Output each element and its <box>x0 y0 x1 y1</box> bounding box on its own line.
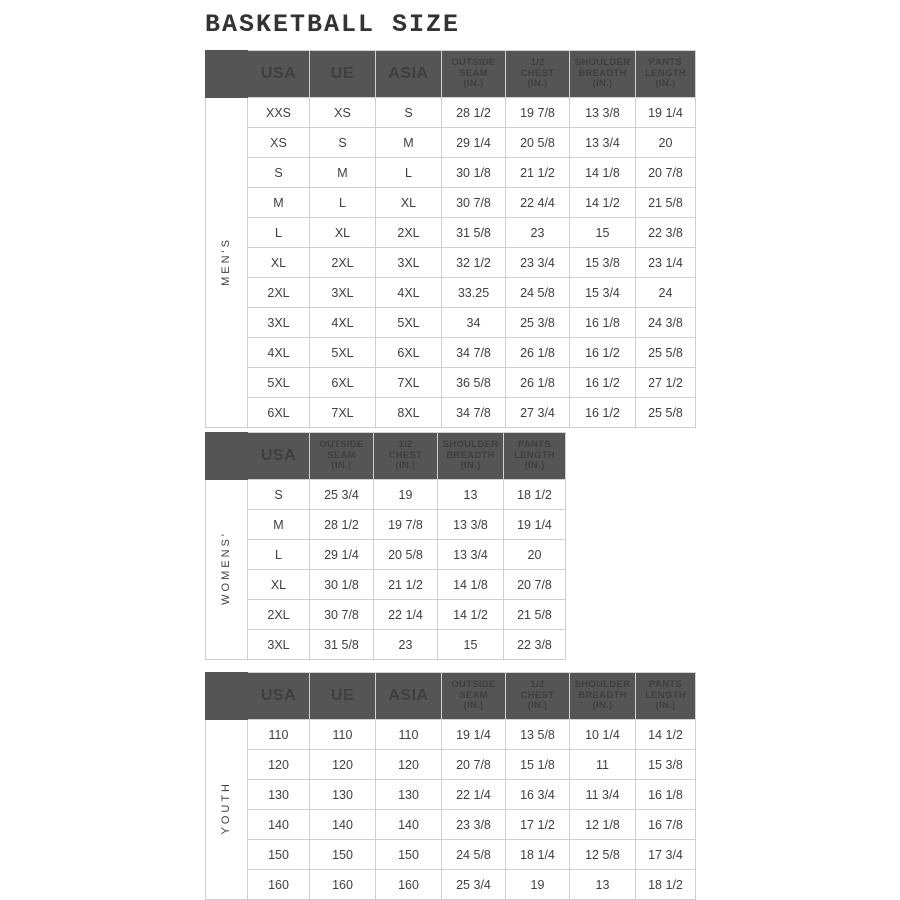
table-cell: 30 1/8 <box>442 158 506 188</box>
table-cell: 16 1/2 <box>570 338 636 368</box>
table-cell: 2XL <box>248 600 310 630</box>
table-cell: 10 1/4 <box>570 720 636 750</box>
mens-header-cell-3: ASIA <box>376 51 442 98</box>
table-cell: 18 1/2 <box>636 870 696 900</box>
table-cell: 150 <box>376 840 442 870</box>
table-cell: 6XL <box>310 368 376 398</box>
table-cell: 27 1/2 <box>636 368 696 398</box>
table-cell: 24 3/8 <box>636 308 696 338</box>
table-cell: 15 3/8 <box>570 248 636 278</box>
table-cell: 4XL <box>376 278 442 308</box>
table-cell: S <box>248 480 310 510</box>
table-cell: 5XL <box>248 368 310 398</box>
table-cell: 19 <box>506 870 570 900</box>
table-cell: 30 7/8 <box>310 600 374 630</box>
youth-header-cell-1: USA <box>248 673 310 720</box>
table-cell: L <box>248 540 310 570</box>
table-cell: 24 <box>636 278 696 308</box>
table-cell: 17 1/2 <box>506 810 570 840</box>
table-cell: 110 <box>248 720 310 750</box>
table-row <box>206 600 566 630</box>
table-cell: 13 <box>570 870 636 900</box>
table-cell: S <box>248 158 310 188</box>
table-cell: 4XL <box>310 308 376 338</box>
table-cell: 140 <box>376 810 442 840</box>
table-cell: 12 1/8 <box>570 810 636 840</box>
table-row <box>206 338 696 368</box>
womens-size-table <box>205 432 566 660</box>
youth-size-table <box>205 672 696 900</box>
table-cell: 25 3/4 <box>442 870 506 900</box>
womens-header-cell-4: SHOULDER BREADTH (IN.) <box>438 433 504 480</box>
table-cell: 22 3/8 <box>636 218 696 248</box>
table-cell: 19 1/4 <box>636 98 696 128</box>
table-cell: 130 <box>376 780 442 810</box>
table-cell: 3XL <box>248 308 310 338</box>
table-cell: 13 3/4 <box>438 540 504 570</box>
table-cell: 23 3/4 <box>506 248 570 278</box>
table-row <box>206 128 696 158</box>
youth-header-cell-0 <box>206 673 248 720</box>
table-cell: M <box>248 188 310 218</box>
youth-header-cell-7: PANTS LENGTH (IN.) <box>636 673 696 720</box>
table-cell: 140 <box>248 810 310 840</box>
table-cell: 14 1/2 <box>438 600 504 630</box>
table-cell: 23 1/4 <box>636 248 696 278</box>
table-cell: 120 <box>376 750 442 780</box>
table-cell: 15 <box>570 218 636 248</box>
mens-header-cell-7: PANTS LENGTH (IN.) <box>636 51 696 98</box>
mens-header-cell-4: OUTSIDE SEAM (IN.) <box>442 51 506 98</box>
youth-header-cell-6: SHOULDER BREADTH (IN.) <box>570 673 636 720</box>
mens-table-header <box>206 51 696 98</box>
table-cell: 14 1/2 <box>636 720 696 750</box>
table-cell: 6XL <box>248 398 310 428</box>
youth-header-cell-3: ASIA <box>376 673 442 720</box>
mens-header-cell-5: 1/2 CHEST (IN.) <box>506 51 570 98</box>
table-cell: 13 3/8 <box>438 510 504 540</box>
table-cell: XL <box>248 248 310 278</box>
table-cell: 15 3/4 <box>570 278 636 308</box>
table-cell: 18 1/4 <box>506 840 570 870</box>
table-cell: 22 3/8 <box>504 630 566 660</box>
womens-table-body <box>206 480 566 660</box>
table-cell: 13 5/8 <box>506 720 570 750</box>
table-cell: 16 1/2 <box>570 368 636 398</box>
table-row <box>206 398 696 428</box>
table-cell: S <box>310 128 376 158</box>
womens-header-cell-1: USA <box>248 433 310 480</box>
table-cell: 13 3/4 <box>570 128 636 158</box>
womens-header-cell-0 <box>206 433 248 480</box>
table-cell: 25 5/8 <box>636 338 696 368</box>
table-cell: 21 5/8 <box>636 188 696 218</box>
table-cell: L <box>376 158 442 188</box>
table-cell: 30 7/8 <box>442 188 506 218</box>
table-row <box>206 368 696 398</box>
table-cell: 3XL <box>376 248 442 278</box>
table-cell: M <box>310 158 376 188</box>
table-cell: 20 <box>504 540 566 570</box>
table-cell: 31 5/8 <box>442 218 506 248</box>
table-cell: 28 1/2 <box>310 510 374 540</box>
table-cell: 15 1/8 <box>506 750 570 780</box>
mens-header-cell-1: USA <box>248 51 310 98</box>
table-cell: 160 <box>310 870 376 900</box>
table-cell: 150 <box>248 840 310 870</box>
table-cell: 23 3/8 <box>442 810 506 840</box>
womens-header-cell-3: 1/2 CHEST (IN.) <box>374 433 438 480</box>
table-cell: 34 <box>442 308 506 338</box>
table-row <box>206 630 566 660</box>
table-cell: M <box>376 128 442 158</box>
table-cell: 26 1/8 <box>506 338 570 368</box>
mens-header-cell-0 <box>206 51 248 98</box>
table-cell: 160 <box>376 870 442 900</box>
mens-row-label: MEN'S <box>206 98 248 428</box>
table-cell: 8XL <box>376 398 442 428</box>
table-cell: 13 <box>438 480 504 510</box>
table-cell: 30 1/8 <box>310 570 374 600</box>
table-row <box>206 480 566 510</box>
table-cell: 15 3/8 <box>636 750 696 780</box>
table-cell: L <box>310 188 376 218</box>
table-cell: 20 5/8 <box>374 540 438 570</box>
table-cell: 25 3/4 <box>310 480 374 510</box>
table-cell: 120 <box>248 750 310 780</box>
mens-table-body <box>206 98 696 428</box>
table-row <box>206 218 696 248</box>
table-cell: 21 1/2 <box>506 158 570 188</box>
mens-header-cell-2: UE <box>310 51 376 98</box>
table-cell: 34 7/8 <box>442 398 506 428</box>
youth-table-header <box>206 673 696 720</box>
table-cell: 23 <box>374 630 438 660</box>
table-cell: 19 1/4 <box>504 510 566 540</box>
table-cell: 20 7/8 <box>636 158 696 188</box>
table-cell: 32 1/2 <box>442 248 506 278</box>
table-cell: 22 1/4 <box>374 600 438 630</box>
table-cell: 34 7/8 <box>442 338 506 368</box>
womens-header-cell-5: PANTS LENGTH (IN.) <box>504 433 566 480</box>
table-cell: 36 5/8 <box>442 368 506 398</box>
table-cell: 14 1/8 <box>570 158 636 188</box>
table-cell: 20 7/8 <box>504 570 566 600</box>
table-cell: 20 7/8 <box>442 750 506 780</box>
table-cell: 130 <box>248 780 310 810</box>
youth-table-body <box>206 720 696 900</box>
table-cell: 7XL <box>376 368 442 398</box>
table-cell: 120 <box>310 750 376 780</box>
table-cell: 19 <box>374 480 438 510</box>
table-cell: 17 3/4 <box>636 840 696 870</box>
table-cell: 11 3/4 <box>570 780 636 810</box>
table-row <box>206 720 696 750</box>
table-cell: 5XL <box>376 308 442 338</box>
table-cell: 16 1/2 <box>570 398 636 428</box>
womens-table-header <box>206 433 566 480</box>
table-cell: 24 5/8 <box>442 840 506 870</box>
table-row <box>206 158 696 188</box>
table-row <box>206 840 696 870</box>
table-cell: 14 1/8 <box>438 570 504 600</box>
table-cell: 110 <box>310 720 376 750</box>
table-cell: 19 7/8 <box>374 510 438 540</box>
table-cell: 2XL <box>248 278 310 308</box>
table-cell: 33.25 <box>442 278 506 308</box>
table-cell: XS <box>248 128 310 158</box>
table-cell: 29 1/4 <box>310 540 374 570</box>
table-cell: M <box>248 510 310 540</box>
table-cell: 16 3/4 <box>506 780 570 810</box>
table-cell: 19 1/4 <box>442 720 506 750</box>
table-row <box>206 98 696 128</box>
youth-header-cell-2: UE <box>310 673 376 720</box>
table-row <box>206 308 696 338</box>
table-cell: 23 <box>506 218 570 248</box>
table-cell: L <box>248 218 310 248</box>
youth-header-cell-5: 1/2 CHEST (IN.) <box>506 673 570 720</box>
table-cell: 11 <box>570 750 636 780</box>
table-row <box>206 810 696 840</box>
table-cell: 14 1/2 <box>570 188 636 218</box>
table-cell: 31 5/8 <box>310 630 374 660</box>
youth-header-cell-4: OUTSIDE SEAM (IN.) <box>442 673 506 720</box>
table-cell: XL <box>310 218 376 248</box>
table-row <box>206 278 696 308</box>
table-cell: 12 5/8 <box>570 840 636 870</box>
youth-row-label: YOUTH <box>206 720 248 900</box>
table-cell: 150 <box>310 840 376 870</box>
table-cell: 20 <box>636 128 696 158</box>
table-cell: 28 1/2 <box>442 98 506 128</box>
table-cell: 24 5/8 <box>506 278 570 308</box>
womens-row-label: WOMENS' <box>206 480 248 660</box>
table-cell: 26 1/8 <box>506 368 570 398</box>
table-row <box>206 870 696 900</box>
table-cell: 3XL <box>248 630 310 660</box>
table-cell: 21 5/8 <box>504 600 566 630</box>
table-cell: XXS <box>248 98 310 128</box>
table-cell: 21 1/2 <box>374 570 438 600</box>
table-cell: XL <box>248 570 310 600</box>
table-row <box>206 570 566 600</box>
table-cell: 13 3/8 <box>570 98 636 128</box>
table-cell: 19 7/8 <box>506 98 570 128</box>
table-cell: 22 1/4 <box>442 780 506 810</box>
table-row <box>206 780 696 810</box>
table-cell: 25 3/8 <box>506 308 570 338</box>
table-cell: 5XL <box>310 338 376 368</box>
table-cell: XS <box>310 98 376 128</box>
table-cell: 2XL <box>310 248 376 278</box>
table-row <box>206 750 696 780</box>
table-cell: 140 <box>310 810 376 840</box>
table-cell: 16 1/8 <box>570 308 636 338</box>
table-cell: XL <box>376 188 442 218</box>
table-cell: 25 5/8 <box>636 398 696 428</box>
table-cell: 15 <box>438 630 504 660</box>
table-cell: 2XL <box>376 218 442 248</box>
table-cell: 6XL <box>376 338 442 368</box>
table-cell: 130 <box>310 780 376 810</box>
table-cell: 16 1/8 <box>636 780 696 810</box>
table-row <box>206 510 566 540</box>
table-row <box>206 188 696 218</box>
table-row <box>206 248 696 278</box>
table-cell: 7XL <box>310 398 376 428</box>
table-cell: 110 <box>376 720 442 750</box>
mens-size-table <box>205 50 696 428</box>
table-cell: 18 1/2 <box>504 480 566 510</box>
table-row <box>206 540 566 570</box>
table-cell: S <box>376 98 442 128</box>
table-cell: 160 <box>248 870 310 900</box>
table-cell: 22 4/4 <box>506 188 570 218</box>
table-cell: 27 3/4 <box>506 398 570 428</box>
table-cell: 29 1/4 <box>442 128 506 158</box>
womens-header-cell-2: OUTSIDE SEAM (IN.) <box>310 433 374 480</box>
page-title: BASKETBALL SIZE <box>205 10 461 39</box>
table-cell: 16 7/8 <box>636 810 696 840</box>
mens-header-cell-6: SHOULDER BREADTH (IN.) <box>570 51 636 98</box>
table-cell: 20 5/8 <box>506 128 570 158</box>
table-cell: 4XL <box>248 338 310 368</box>
table-cell: 3XL <box>310 278 376 308</box>
